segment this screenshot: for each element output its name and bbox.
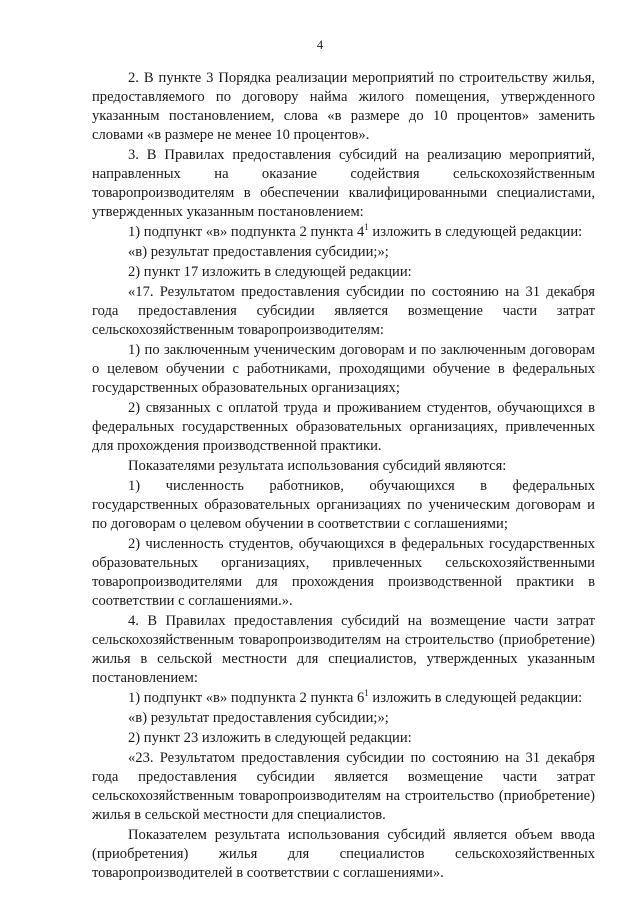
paragraph: «в) результат предоставления субсидии;»; <box>128 710 389 726</box>
paragraph-tail: изложить в следующей редакции: <box>368 224 583 240</box>
paragraph: 2) пункт 17 изложить в следующей редакции: <box>128 264 412 280</box>
page-number: 4 <box>316 38 324 52</box>
paragraph: 4. В Правилах предоставления субсидий на возмещение части затрат сельскохозяйственным товаропроизводителям на строительство (приобретение) жилья в сельской местности для специалистов, утвержденных указанным постановлением: <box>92 613 595 686</box>
paragraph-tail: изложить в следующей редакции: <box>368 690 583 706</box>
paragraph: Показателями результата использования субсидий являются: <box>128 458 507 474</box>
paragraph <box>92 689 595 708</box>
document-body <box>92 69 595 884</box>
superscript: 1 <box>364 222 369 233</box>
paragraph-text: 1) подпункт «в» подпункта 2 пункта 4 <box>128 224 365 240</box>
paragraph: «23. Результатом предоставления субсидии по состоянию на 31 декабря года предоставления субсидии является возмещение части затрат сельскохозяйственным товаропроизводителям на строительство (приобретение) жилья в сельской местности для специалистов. <box>92 750 595 823</box>
paragraph <box>92 223 595 242</box>
paragraph: 2) связанных с оплатой труда и проживанием студентов, обучающихся в федеральных государственных образовательных организациях, привлеченных для прохождения производственной практики. <box>92 400 595 454</box>
paragraph: «17. Результатом предоставления субсидии по состоянию на 31 декабря года предоставления субсидии является возмещение части затрат сельскохозяйственным товаропроизводителям: <box>92 284 595 338</box>
paragraph: Показателем результата использования субсидий является объем ввода (приобретения) жилья для специалистов сельскохозяйственных товаропроизводителей в соответствии с соглашениями». <box>92 827 595 881</box>
paragraph: 1) численность работников, обучающихся в федеральных государственных образовательных организациях по ученическим договорам и по договорам о целевом обучении в соответствии с соглашениями; <box>92 478 595 532</box>
paragraph: 2) численность студентов, обучающихся в федеральных государственных образовательных организациях, привлеченных сельскохозяйственными товаропроизводителями для прохождения производственной практики в соответствии с соглашениями.». <box>92 536 595 609</box>
paragraph: 1) по заключенным ученическим договорам и по заключенным договорам о целевом обучении с работниками, проходящими обучение в федеральных государственных образовательных организациях; <box>92 342 595 396</box>
paragraph: 2) пункт 23 изложить в следующей редакции: <box>128 730 412 746</box>
superscript: 1 <box>364 688 369 699</box>
paragraph: 3. В Правилах предоставления субсидий на реализацию мероприятий, направленных на оказание содействия сельскохозяйственным товаропроизводителям в обеспечении квалифицированными специалистами, утвержденных указанным постановлением: <box>92 147 595 220</box>
paragraph: «в) результат предоставления субсидии;»; <box>128 244 389 260</box>
paragraph-text: 1) подпункт «в» подпункта 2 пункта 6 <box>128 690 365 706</box>
paragraph: 2. В пункте 3 Порядка реализации мероприятий по строительству жилья, предоставляемого по договору найма жилого помещения, утвержденного указанным постановлением, слова «в размере до 10 процентов» заменить словами «в размере не менее 10 процентов». <box>92 70 595 143</box>
